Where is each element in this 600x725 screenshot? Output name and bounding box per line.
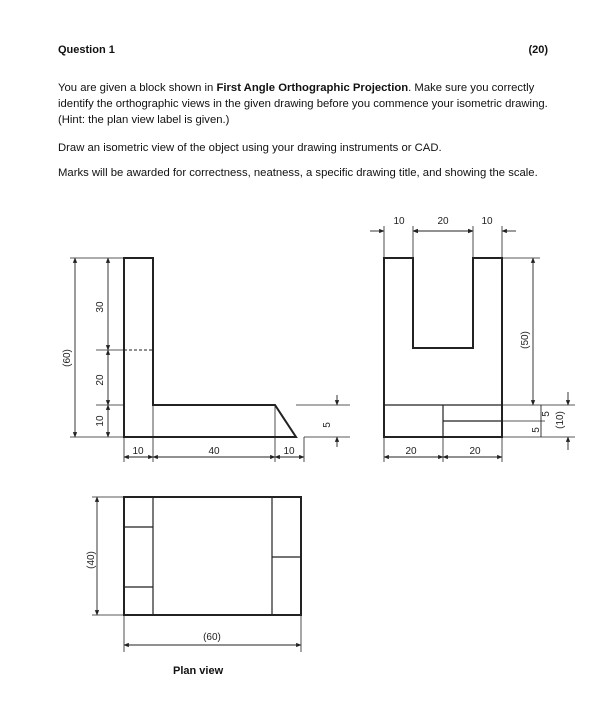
instruction-text-start: You are given a block shown in bbox=[58, 82, 217, 94]
dim-right: 5 bbox=[322, 422, 333, 428]
dim-bottom-3: 10 bbox=[283, 446, 295, 457]
plan-dim-width: (60) bbox=[203, 632, 221, 643]
plan-view bbox=[92, 497, 301, 652]
projection-type: First Angle Orthographic Projection bbox=[216, 82, 409, 94]
question-marks: (20) bbox=[528, 44, 548, 56]
plan-dim-height: (40) bbox=[86, 551, 97, 569]
chamfer-line bbox=[283, 418, 296, 437]
dim-top-1: 10 bbox=[393, 216, 405, 227]
dim-bottom-2: 40 bbox=[208, 446, 220, 457]
dim-bottom-right: 20 bbox=[469, 446, 481, 457]
instruction-text-end: . Make sure you correctly identify the orthographic views in the given drawing before you commence your isometric drawing. (Hint: the plan view label is given.) bbox=[58, 82, 548, 126]
dim-small-1: 5 bbox=[531, 427, 542, 433]
dim-overall-height: (60) bbox=[62, 349, 73, 367]
plan-view-label: Plan view bbox=[173, 665, 224, 677]
question-title: Question 1 bbox=[58, 44, 115, 56]
side-view-outline bbox=[124, 258, 296, 437]
dim-lower: 10 bbox=[95, 415, 106, 427]
dim-top-3: 10 bbox=[481, 216, 493, 227]
dim-bottom-1: 10 bbox=[132, 446, 144, 457]
plan-view-outline bbox=[124, 497, 301, 615]
side-view bbox=[70, 258, 350, 462]
task-paragraph: Draw an isometric view of the object using your drawing instruments or CAD. bbox=[58, 142, 442, 154]
front-view bbox=[370, 226, 575, 462]
dim-small-2: 5 bbox=[541, 411, 552, 417]
dim-right-10: (10) bbox=[555, 411, 566, 429]
marking-paragraph: Marks will be awarded for correctness, neatness, a specific drawing title, and showing the scale. bbox=[58, 167, 538, 179]
dim-upper: 30 bbox=[95, 301, 106, 313]
dim-bottom-left: 20 bbox=[405, 446, 417, 457]
dim-top-2: 20 bbox=[437, 216, 449, 227]
dim-middle: 20 bbox=[95, 374, 106, 386]
dim-height: (50) bbox=[520, 331, 531, 349]
